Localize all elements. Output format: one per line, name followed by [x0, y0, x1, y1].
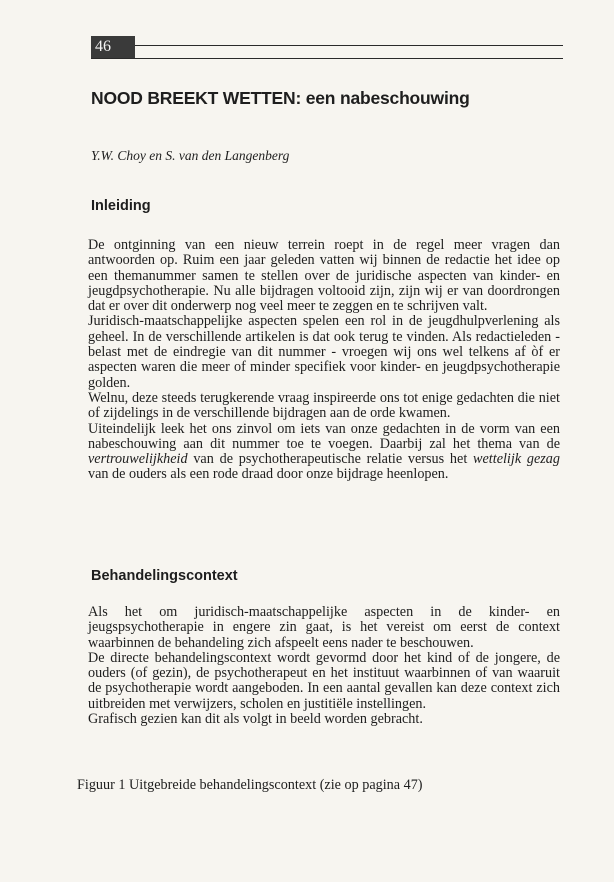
section-body-inleiding: [88, 238, 560, 483]
emphasis-vertrouwelijkheid: vertrouwelijkheid: [88, 451, 188, 468]
paragraph: Als het om juridisch-maatschappelijke aspecten in de kinder- en jeugspsychotherapie in engere zin gaat, is het vereist om eerst de context waarbinnen de behandeling zich afspeelt eens nader te beschouwen.: [88, 604, 560, 651]
paragraph: [88, 422, 560, 483]
page-number: 46: [95, 38, 111, 55]
section-heading-behandelingscontext: Behandelingscontext: [91, 568, 238, 584]
paragraph-text: van de psychotherapeutische relatie versus het: [187, 451, 474, 468]
paragraph: Grafisch gezien kan dit als volgt in beeld worden gebracht.: [88, 711, 423, 728]
header-rule-bottom: [91, 58, 563, 59]
paragraph-text: Uiteindelijk leek het ons zinvol om iets van onze gedachten in de vorm van een nabeschouwing aan dit nummer toe te voegen. Daarbij zal het thema van de: [88, 420, 560, 452]
section-body-behandelingscontext: [88, 605, 560, 727]
paragraph-text: van de ouders als een rode draad door onze bijdrage heenlopen.: [88, 466, 449, 483]
header-rule-top: [135, 45, 563, 46]
section-heading-inleiding: Inleiding: [91, 198, 151, 214]
emphasis-wettelijk-gezag: wettelijk gezag: [473, 451, 560, 468]
authors-line: Y.W. Choy en S. van den Langenberg: [91, 148, 290, 163]
paragraph: Welnu, deze steeds terugkerende vraag inspireerde ons tot enige gedachten die niet of zijdelings in de verschillende bijdragen aan de orde kwamen.: [88, 389, 560, 422]
figure-caption: Figuur 1 Uitgebreide behandelingscontext (zie op pagina 47): [77, 777, 423, 793]
paragraph: De ontginning van een nieuw terrein roept in de regel meer vragen dan antwoorden op. Ruim een jaar geleden vatten wij binnen de redactie het idee op een themanummer samen te stellen over de juridische aspecten van kinder- en jeugdpsychotherapie. Nu alle bijdragen voltooid zijn, zijn wij er van doordrongen dat er over dit onderwerp nog veel meer te zeggen en te schrijven valt.: [88, 237, 560, 315]
article-title: NOOD BREEKT WETTEN: een nabeschouwing: [91, 88, 470, 108]
paragraph: De directe behandelingscontext wordt gevormd door het kind of de jongere, de ouders (of gezin), de psychotherapeut en het instituut waarbinnen of van waaruit de psychotherapie wordt aangeboden. In een aantal gevallen kan deze context zich uitbreiden met verwijzers, scholen en justitiële instellingen.: [88, 649, 560, 712]
page-number-box: [91, 36, 135, 58]
paragraph: Juridisch-maatschappelijke aspecten spelen een rol in de jeugdhulpverlening als geheel. In de verschillende artikelen is dat ook terug te vinden. Als redactieleden - belast met de eindregie van dit nummer - vroegen wij ons wel telkens af òf er aspecten waren die meer of minder specifiek voor kinder- en jeugdpsychotherapie golden.: [88, 313, 560, 391]
